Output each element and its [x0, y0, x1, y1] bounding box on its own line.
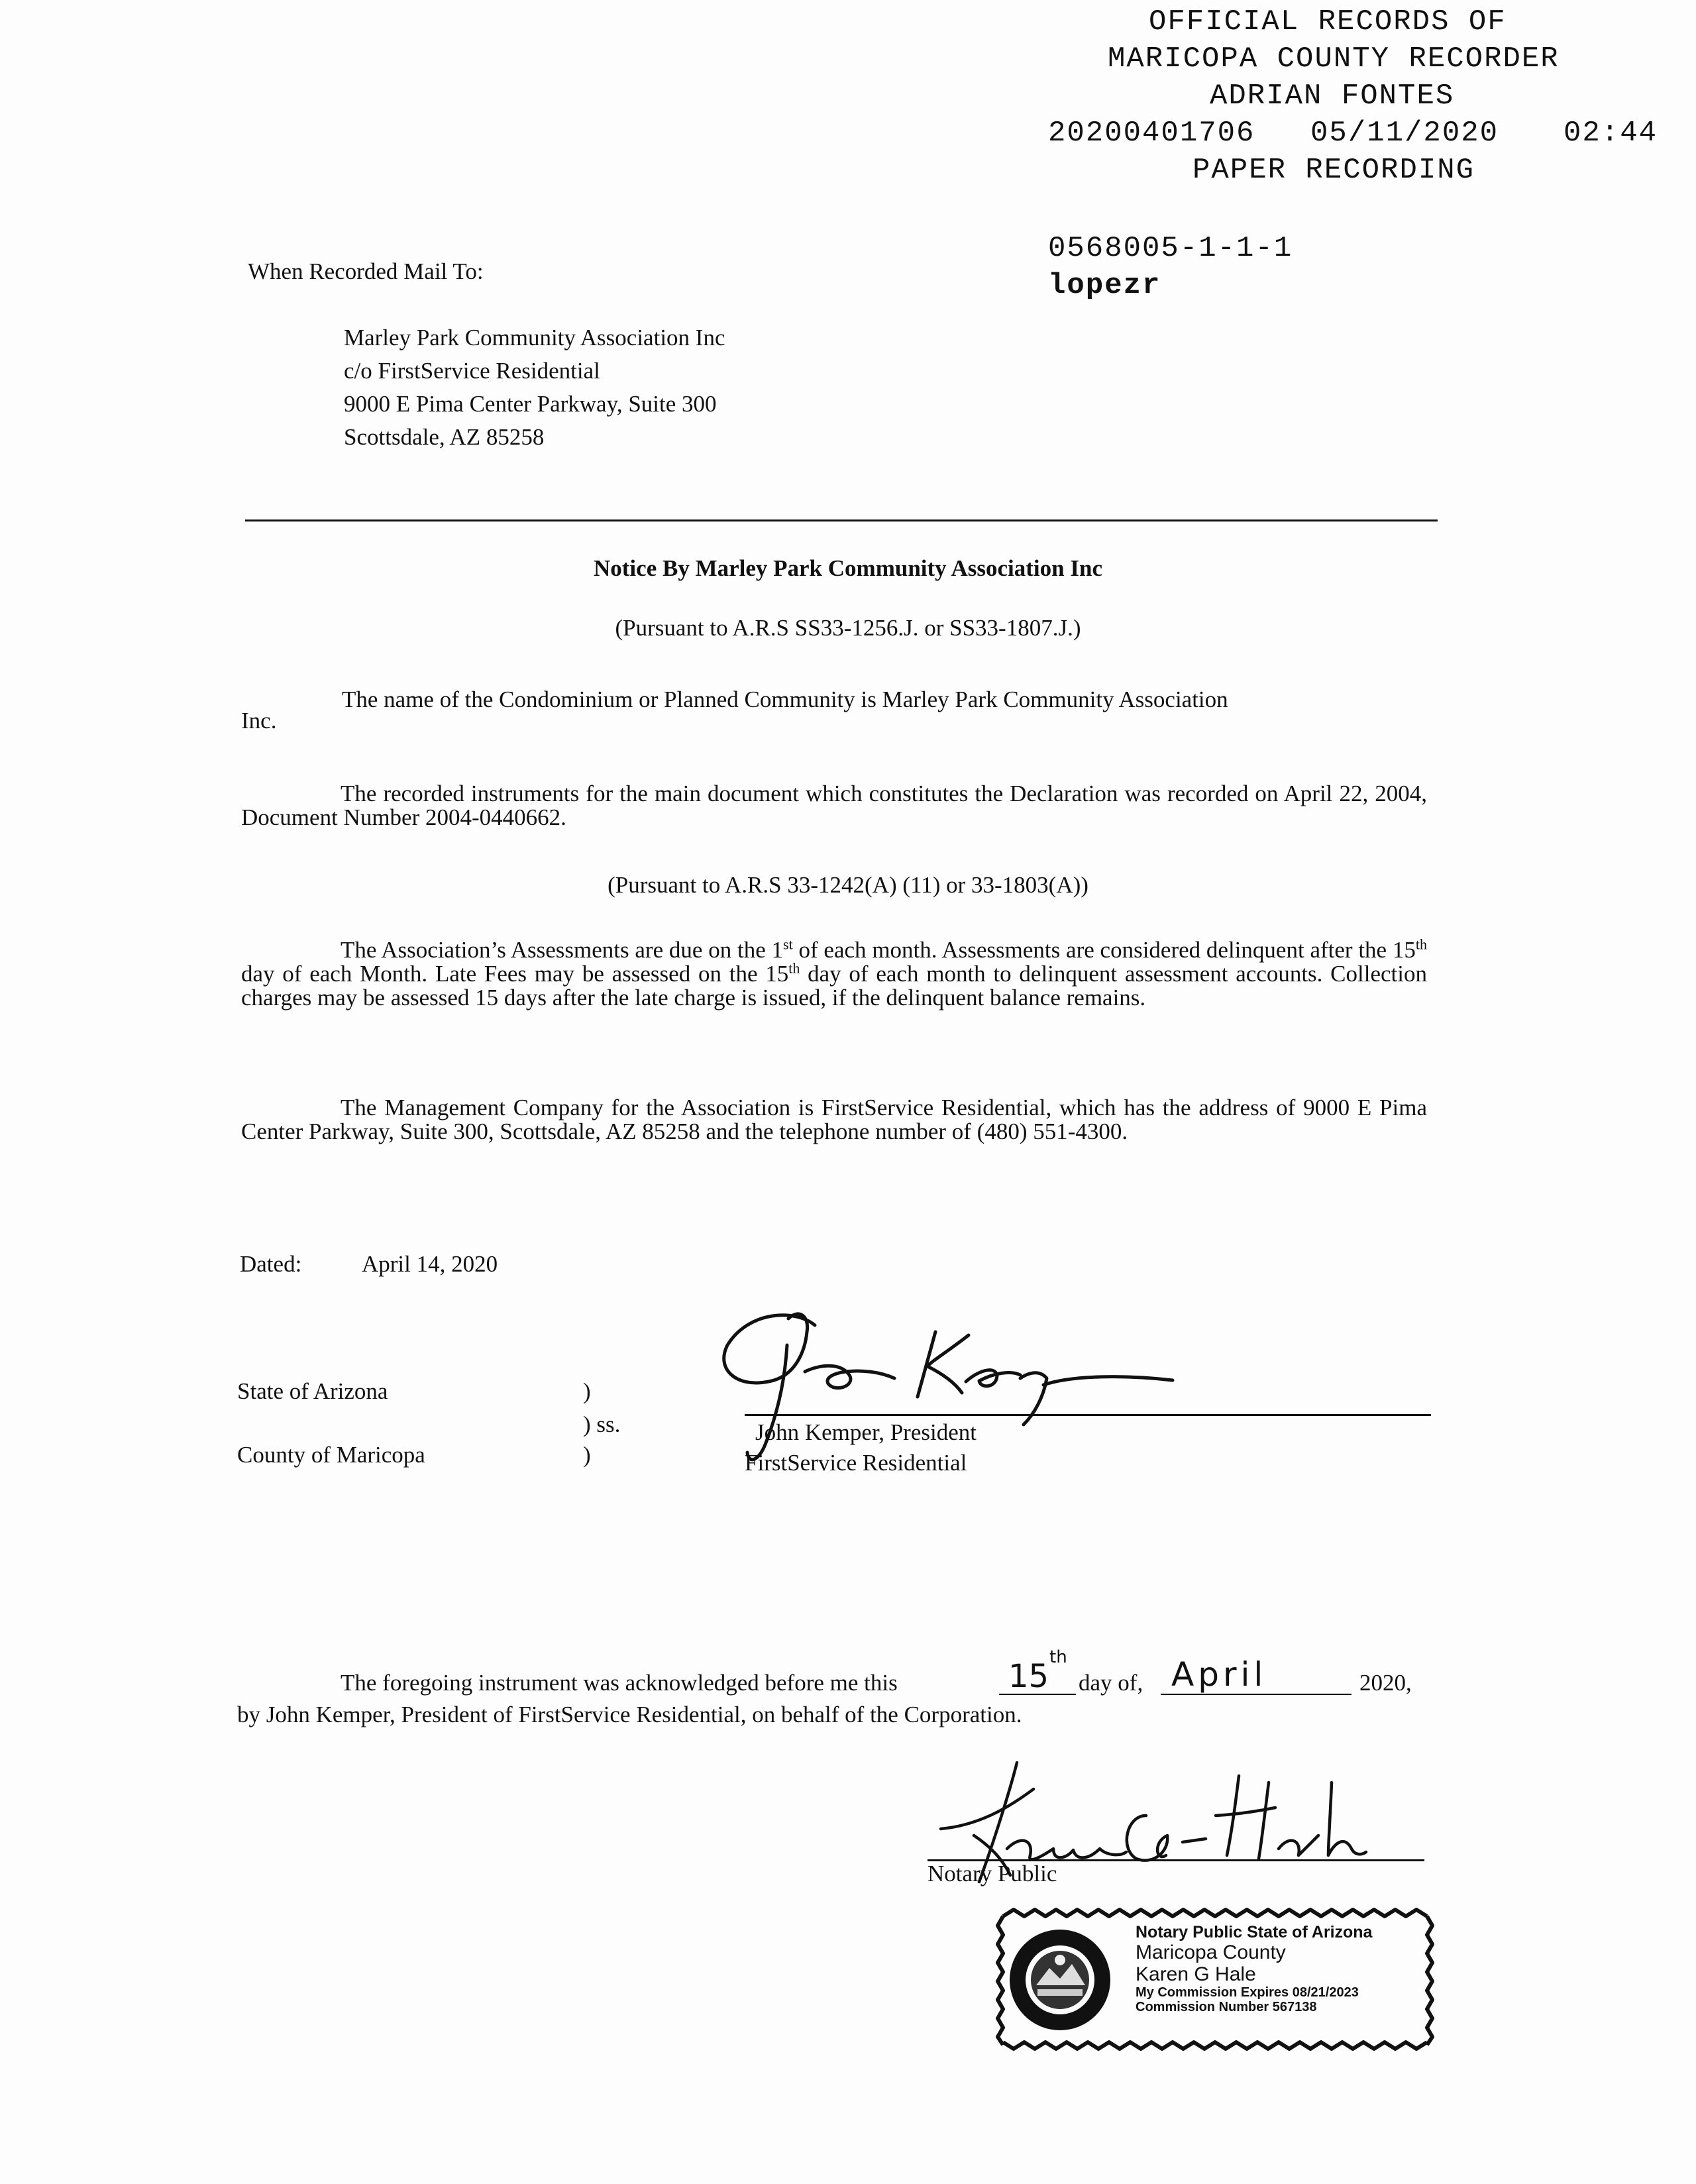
ack-line2: by John Kemper, President of FirstService Residential, on behalf of the Corporation.: [237, 1702, 1022, 1727]
ack-year: 2020,: [1359, 1670, 1412, 1696]
signer-company: FirstService Residential: [745, 1450, 967, 1476]
recorder-stamp-line2: MARICOPA COUNTY RECORDER: [1108, 42, 1560, 76]
venue-ss: ) ss.: [583, 1411, 621, 1437]
community-name-line2: Inc.: [241, 708, 277, 734]
mail-to-line3: 9000 E Pima Center Parkway, Suite 300: [344, 391, 717, 417]
venue-state: State of Arizona: [237, 1378, 388, 1404]
seal-line5: Commission Number 567138: [1136, 2000, 1317, 2014]
recording-type: PAPER RECORDING: [1192, 154, 1475, 187]
ack-day-suffix: th: [1049, 1647, 1067, 1667]
dated-value: April 14, 2020: [362, 1251, 498, 1277]
reference-number: 0568005-1-1-1: [1048, 232, 1293, 265]
mail-to-line1: Marley Park Community Association Inc: [344, 325, 725, 351]
notary-seal-text: [1136, 1923, 1372, 2014]
assessments-text-a: The Association’s Assessments are due on the 1: [341, 937, 784, 963]
pursuant-statute-2: (Pursuant to A.R.S 33-1242(A) (11) or 33-1803(A)): [608, 872, 1088, 898]
ack-text-a: The foregoing instrument was acknowledged before me this: [341, 1670, 898, 1696]
mail-to-line4: Scottsdale, AZ 85258: [344, 424, 545, 450]
dated-label: Dated:: [240, 1251, 302, 1277]
recording-date: 05/11/2020: [1310, 117, 1499, 150]
mail-to-line2: c/o FirstService Residential: [344, 358, 600, 384]
recorder-name: ADRIAN FONTES: [1210, 80, 1455, 113]
notary-label: Notary Public: [928, 1861, 1057, 1886]
declaration-text: The recorded instruments for the main document which constitutes the Declaration was recorded on April 22, 2004, Document Number 2004-0440662.: [241, 781, 1427, 830]
assessments-text-b: of each month. Assessments are considered delinquent after the 15: [792, 937, 1416, 963]
pursuant-statute-1: (Pursuant to A.R.S SS33-1256.J. or SS33-1807.J.): [615, 615, 1081, 641]
recorder-stamp-line1: OFFICIAL RECORDS OF: [1149, 5, 1507, 38]
venue-paren-2: ): [583, 1442, 591, 1468]
assessments-sup-1: st: [783, 936, 793, 953]
seal-line4: My Commission Expires 08/21/2023: [1136, 1985, 1359, 2000]
assessments-text-d: day of each month to delinquent assessment accounts. Collection charges may be assessed 15 days after the late charge is issued, if the delinquent balance remains.: [241, 961, 1427, 1010]
ack-text-b: day of,: [1079, 1670, 1143, 1696]
seal-line1: Notary Public State of Arizona: [1136, 1923, 1373, 1941]
notice-title: Notice By Marley Park Community Association Inc: [594, 555, 1102, 581]
venue-county: County of Maricopa: [237, 1442, 425, 1468]
ack-month-handwritten: April: [1171, 1655, 1267, 1694]
mail-to-label: When Recorded Mail To:: [248, 258, 484, 284]
assessments-sup-2: th: [1415, 936, 1427, 953]
management-text: The Management Company for the Association is FirstService Residential, which has the address of 9000 E Pima Center Parkway, Suite 300, Scottsdale, AZ 85258 and the telephone number of (480) 551-4300.: [241, 1095, 1427, 1144]
venue-paren-1: ): [583, 1378, 591, 1404]
seal-line2: Maricopa County: [1136, 1941, 1286, 1963]
ack-day-handwritten: 15: [1008, 1658, 1049, 1695]
recording-number: 20200401706: [1048, 117, 1255, 150]
assessments-sup-3: th: [788, 959, 800, 977]
seal-line3: Karen G Hale: [1136, 1963, 1256, 1985]
assessments-text-c: day of each Month. Late Fees may be assessed on the 15: [241, 961, 789, 987]
clerk-id: lopezr: [1048, 269, 1161, 302]
signer-name-title: John Kemper, President: [755, 1419, 977, 1445]
arizona-seal-emblem: [1010, 1930, 1110, 2030]
recording-time: 02:44: [1564, 117, 1658, 150]
community-name-line1: The name of the Condominium or Planned Community is Marley Park Community Association: [342, 686, 1228, 712]
